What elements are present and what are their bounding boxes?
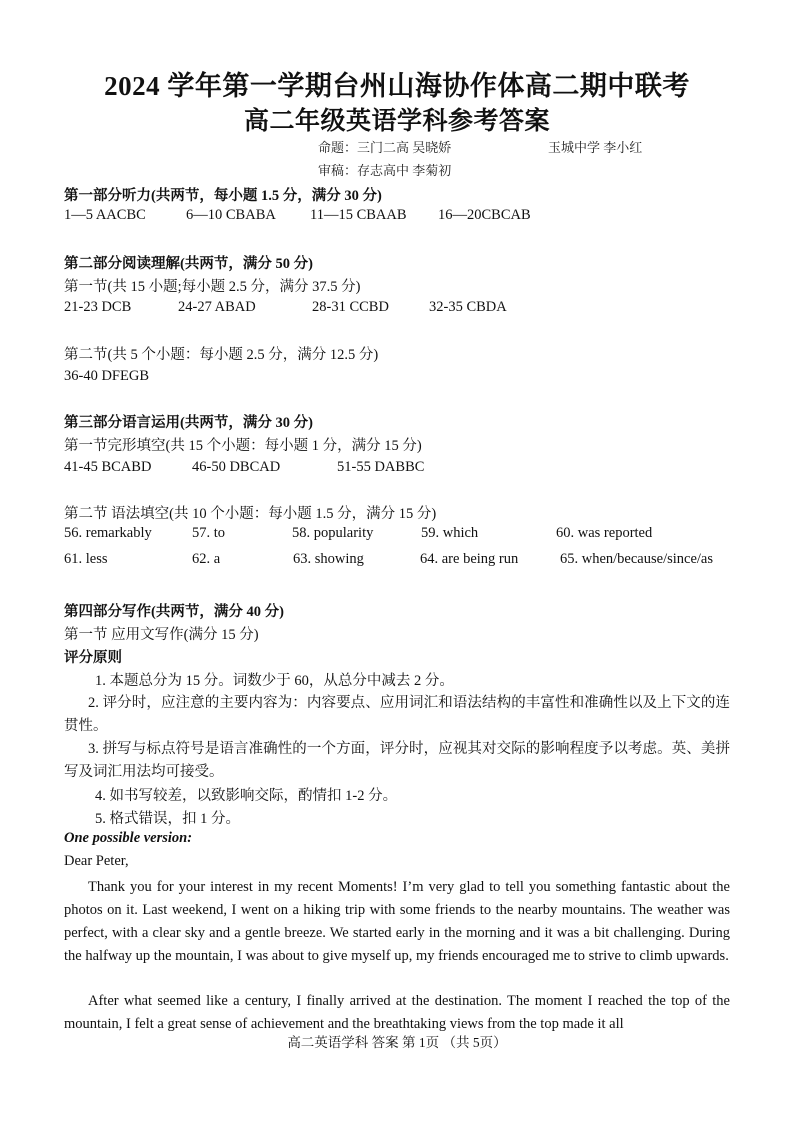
grammar-answer: 60. was reported (556, 525, 653, 541)
part3-section2: 第二节 语法填空(共 10 个小题：每小题 1.5 分，满分 15 分) (64, 506, 437, 522)
part2-heading: 第二部分阅读理解(共两节，满分 50 分) (64, 256, 313, 272)
rule-item: 3. 拼写与标点符号是语言准确性的一个方面，评分时，应视其对交际的影响程度予以考虑。英、美拼写及词汇用法均可接受。 (64, 741, 730, 780)
answer-group: 21-23 DCB (64, 299, 132, 315)
answer-group: 32-35 CBDA (429, 299, 507, 315)
letter-paragraph: Thank you for your interest in my recent Moments! I’m very glad to tell you something fantastic about the photos on it. Last weekend, I went on a hiking trip with some friends to the nearby mountains. The weather was perfect, with a clear sky and a gentle breeze. We started early in the morning and it was a bit challenging. During the halfway up the mountain, I was about to give myself up, my friends encouraged me to strive to climb upwards. (64, 879, 730, 964)
grammar-answer: 56. remarkably (64, 525, 152, 541)
sample-version-title: One possible version: (64, 830, 193, 846)
part4-heading: 第四部分写作(共两节，满分 40 分) (64, 604, 284, 620)
rule-item: 4. 如书写较差，以致影响交际，酌情扣 1-2 分。 (95, 788, 398, 804)
answer-group: 28-31 CCBD (312, 299, 389, 315)
answer-group: 46-50 DBCAD (192, 459, 281, 475)
part3-heading: 第三部分语言运用(共两节，满分 30 分) (64, 415, 313, 431)
answer-group: 24-27 ABAD (178, 299, 256, 315)
letter-paragraph: After what seemed like a century, I finally arrived at the destination. The moment I reached the top of the mountain, I felt a great sense of achievement and the breathtaking views from the top made it all (64, 993, 730, 1032)
grammar-answer: 59. which (421, 525, 479, 541)
part3-section1: 第一节完形填空(共 15 个小题：每小题 1 分，满分 15 分) (64, 438, 422, 454)
grammar-answer: 62. a (192, 551, 221, 567)
grammar-answer: 58. popularity (292, 525, 374, 541)
letter-greeting: Dear Peter, (64, 853, 129, 869)
grammar-answer: 63. showing (293, 551, 364, 567)
reviewer-line: 审稿：存志高中 李菊初 (318, 163, 452, 178)
rule-item: 2. 评分时，应注意的主要内容为：内容要点、应用词汇和语法结构的丰富性和准确性以及上下文的连贯性。 (64, 695, 730, 734)
grammar-answer: 61. less (64, 551, 108, 567)
page-footer: 高二英语学科 答案 第 1页 （共 5页） (287, 1035, 507, 1050)
grammar-answer: 64. are being run (420, 551, 519, 567)
author-line-1: 命题：三门二高 吴晓娇 (318, 140, 452, 155)
part2-section2: 第二节(共 5 个小题：每小题 2.5 分，满分 12.5 分) (64, 347, 379, 363)
answer-group: 16—20CBCAB (438, 207, 531, 223)
answer-group: 1—5 AACBC (64, 207, 146, 223)
part1-heading: 第一部分听力(共两节，每小题 1.5 分，满分 30 分) (64, 188, 382, 204)
exam-title: 2024 学年第一学期台州山海协作体高二期中联考 (104, 71, 690, 101)
answer-group: 36-40 DFEGB (64, 368, 149, 384)
author-line-2: 玉城中学 李小红 (548, 140, 643, 155)
rule-item: 5. 格式错误，扣 1 分。 (95, 811, 240, 827)
part2-section1: 第一节(共 15 小题;每小题 2.5 分，满分 37.5 分) (64, 279, 361, 295)
answer-subtitle: 高二年级英语学科参考答案 (243, 108, 550, 135)
grammar-answer: 57. to (192, 525, 226, 541)
principles-title: 评分原则 (64, 650, 122, 666)
answer-group: 11—15 CBAAB (310, 207, 407, 223)
answer-group: 6—10 CBABA (186, 207, 276, 223)
part4-section1: 第一节 应用文写作(满分 15 分) (64, 627, 259, 643)
grammar-answer: 65. when/because/since/as (560, 551, 714, 567)
answer-group: 41-45 BCABD (64, 459, 152, 475)
answer-group: 51-55 DABBC (337, 459, 425, 475)
rule-item: 1. 本题总分为 15 分。词数少于 60，从总分中减去 2 分。 (95, 673, 454, 689)
